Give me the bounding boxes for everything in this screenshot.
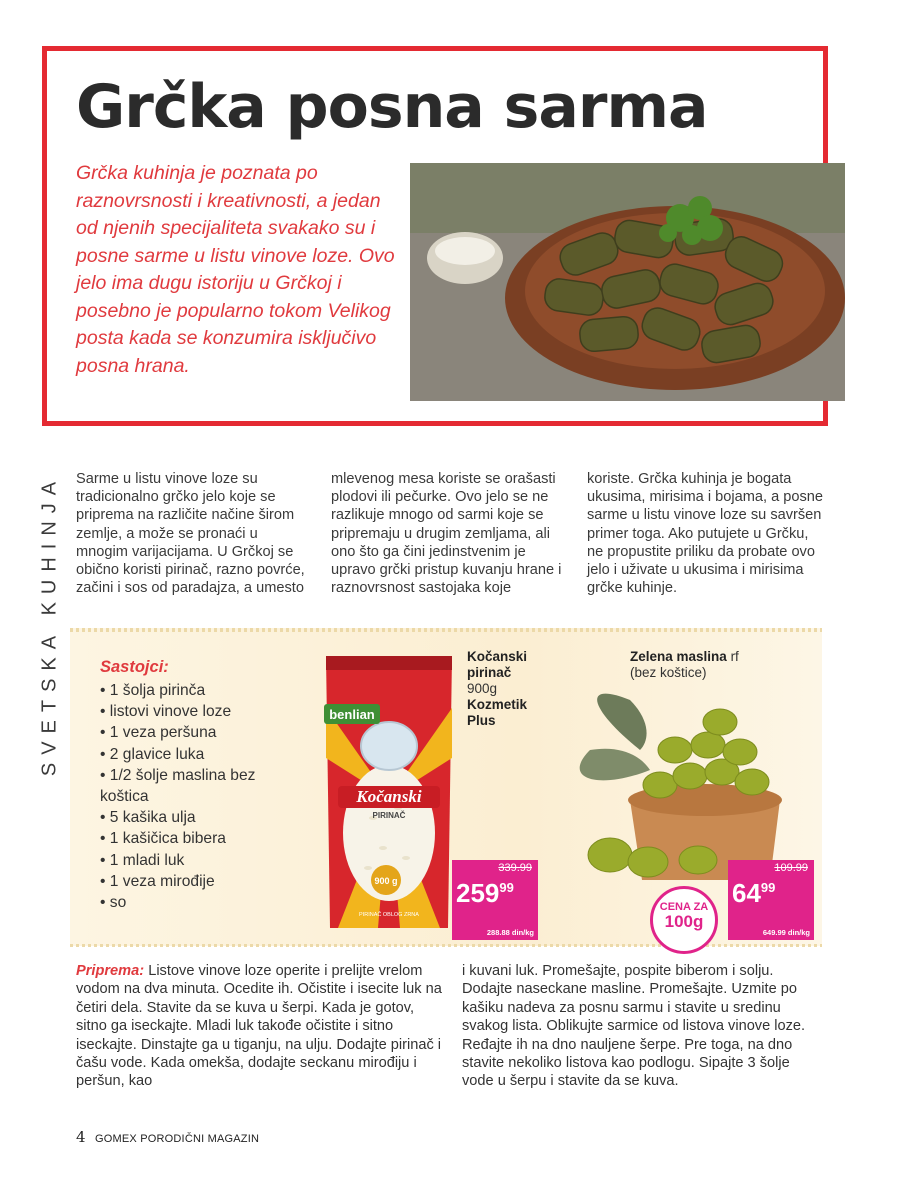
pack-sub: PIRINAČ <box>372 811 406 820</box>
product-rice-brand: Kozmetik Plus <box>467 697 528 728</box>
band-bottom-border <box>70 944 822 947</box>
product-rice-name: Kočanski pirinač <box>467 649 528 680</box>
product-rice-weight: 900g <box>467 681 498 696</box>
price-olives <box>732 878 775 909</box>
ingredient-item: • so <box>100 892 260 913</box>
page-number: 4 <box>76 1128 86 1146</box>
price-tag-olives <box>728 860 814 940</box>
preparation-label: Priprema: <box>76 963 145 979</box>
ingredient-item: • 1 mladi luk <box>100 850 260 871</box>
pack-brand: benlian <box>329 707 375 722</box>
ingredient-item: • 2 glavice luka <box>100 744 260 765</box>
ingredient-item: • 1 šolja pirinča <box>100 680 260 701</box>
pack-note: PIRINAČ OBLOG ZRNA <box>359 912 419 918</box>
section-label-text: SVETSKA KUHINJA <box>38 473 61 777</box>
unit-price-olives: 649.99 din/kg <box>762 928 810 937</box>
unit-price-rice: 288.88 din/kg <box>486 928 534 937</box>
price-tag-rice <box>452 860 538 940</box>
price-per-100g-badge <box>650 886 718 954</box>
price-rice-cents: 99 <box>499 880 514 895</box>
hero-photo-sarma <box>410 163 845 401</box>
ingredient-item: • listovi vinove loze <box>100 701 260 722</box>
price-olives-main: 64 <box>732 878 761 908</box>
ingredient-item: • 1/2 šolje maslina bez koštica <box>100 765 260 807</box>
sarma-plate-illustration <box>410 163 845 401</box>
product-olive-info <box>630 649 800 681</box>
badge-line-1: CENA ZA <box>659 901 709 913</box>
badge-line-2: 100g <box>664 912 704 931</box>
ingredients-list <box>100 680 260 913</box>
old-price-olives: 109.99 <box>774 862 808 874</box>
price-rice-main: 259 <box>456 878 500 908</box>
product-olive-name: Zelena maslina <box>630 649 727 664</box>
product-olive-suffix: rf <box>730 649 739 664</box>
price-rice <box>456 878 514 909</box>
article-column-2: mlevenog mesa koriste se orašasti plodovi ili pečurke. Ovo jelo se ne razlikuje mnogo od sarmi koje se pripremaju u drugim zemljama, ali ono što ga čini jedinstvenim je upravo grčki pristup kuvanju hrane i raznovrsnost sastojaka koje <box>331 471 562 597</box>
preparation-column-1 <box>76 962 444 1091</box>
ingredient-item: • 1 veza mirođije <box>100 871 260 892</box>
band-top-border <box>70 628 822 632</box>
magazine-name: GOMEX PORODIČNI MAGAZIN <box>95 1133 260 1145</box>
article-column-1: Sarme u listu vinove loze su tradicionalno grčko jelo koje se priprema na različite načine širom zemlje, a može se pronaći u mnogim varijacijama. U Grčkoj se obično koristi pirinač, razno povrće, začini i sos od paradajza, a umesto <box>76 471 305 597</box>
pack-weight: 900 g <box>374 876 398 886</box>
preparation-text-1: Listove vinove loze operite i prelijte vrelom vodom na dva minuta. Ocedite ih. Očistite i isecite luk na četiri dela. Stavite da se kuva u šerpi. Kada je gotov, sitno ga iseckajte. Mladi luk takođe očistite i sitno iseckajte. Dinstajte ga u tiganju, na ulju. Dodajte pirinač i čašu vode. Kada omekša, dodajte seckanu mirođiju i peršun, kao <box>76 963 442 1090</box>
page-title: Grčka posna sarma <box>76 72 708 142</box>
old-price-rice: 339.99 <box>498 862 532 874</box>
article-column-3: koriste. Grčka kuhinja je bogata ukusima, mirisima i bojama, a posne sarme u listu vinove loze su savršen primer toga. Ako putujete u Grčku, ne propustite priliku da probate ovo jelo i uživate u ukusima i mirisima grčke kuhinje. <box>587 471 824 597</box>
ingredient-item: • 1 kašičica bibera <box>100 828 260 849</box>
preparation-column-2: i kuvani luk. Promešajte, pospite biberom i solju. Dodajte naseckane masline. Promešajte. Uzmite po kašiku nadeva za posnu sarmu i stavite u sredinu svakog lista. Oblikujte sarmice od listova vinove loze. Ređajte ih na dno nauljene šerpe. Pre toga, na dno stavite nekoliko listova kao podlogu. Sipajte 3 šolje vode u šerpu i stavite da se kuva. <box>462 963 806 1090</box>
page-footer <box>76 1128 259 1146</box>
product-olive-note: (bez koštice) <box>630 665 707 680</box>
ingredient-item: • 1 veza peršuna <box>100 722 260 743</box>
section-label <box>30 470 70 780</box>
intro-text: Grčka kuhinja je poznata po raznovrsnosti i kreativnosti, a jedan od njenih specijaliteta svakako su i posne sarme u listu vinove loze. Ovo jelo ima dugu istoriju u Grčkoj i posebno je popularno tokom Velikog posta kada se konzumira isključivo posna hrana. <box>76 162 395 377</box>
ingredients-title: Sastojci: <box>100 658 169 676</box>
rice-package-illustration <box>318 648 460 936</box>
price-olives-cents: 99 <box>760 880 776 895</box>
rice-package <box>318 648 460 936</box>
pack-name: Kočanski <box>356 787 422 806</box>
ingredient-item: • 5 kašika ulja <box>100 807 260 828</box>
product-rice-info <box>467 649 557 729</box>
